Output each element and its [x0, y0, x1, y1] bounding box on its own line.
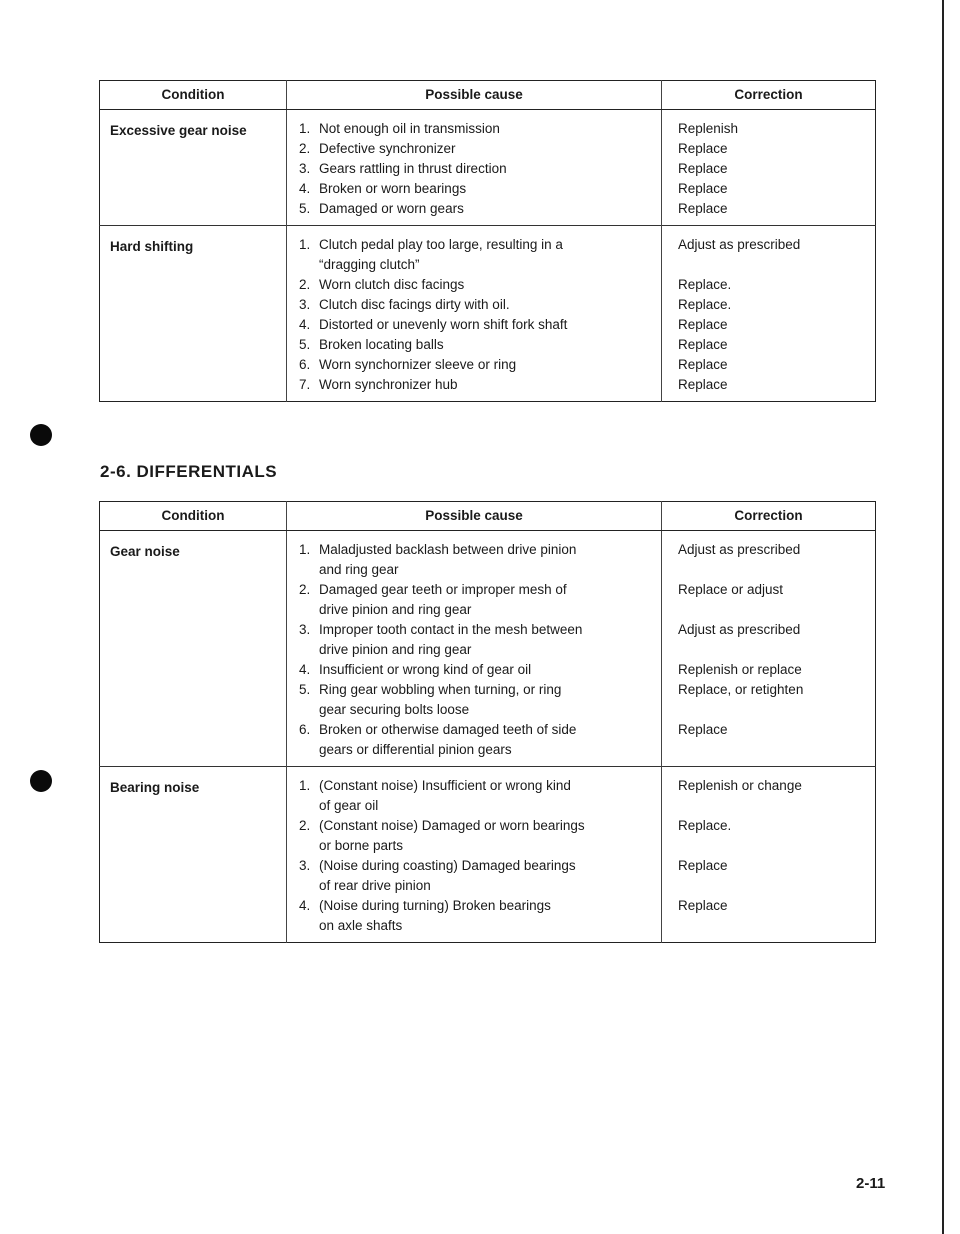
cause-text-line: or borne parts	[319, 838, 404, 853]
cause-text-line: gears or differential pinion gears	[319, 742, 512, 757]
correction-text-line: Replace	[678, 201, 728, 216]
condition-label: Bearing noise	[110, 780, 200, 795]
cause-text-line: Insufficient or wrong kind of gear oil	[319, 662, 532, 677]
cause-text-line: (Constant noise) Insufficient or wrong kind	[319, 778, 571, 793]
correction-item	[678, 179, 867, 199]
correction-text-line: Replace	[678, 161, 728, 176]
cause-text-line: on axle shafts	[319, 918, 403, 933]
cause-text-line: Improper tooth contact in the mesh between	[319, 622, 583, 637]
cause-item	[299, 620, 653, 660]
header-condition: Condition	[100, 81, 287, 110]
punch-hole-icon	[30, 424, 52, 446]
cause-item	[299, 680, 653, 720]
section-heading: 2-6. DIFFERENTIALS	[100, 462, 278, 481]
cause-item	[299, 179, 653, 199]
cause-item	[299, 816, 653, 856]
correction-text-line: Replace	[678, 337, 728, 352]
cause-number: 4.	[299, 317, 311, 332]
cause-number: 2.	[299, 277, 311, 292]
cause-text-line: Worn clutch disc facings	[319, 277, 465, 292]
cause-number: 2.	[299, 818, 311, 833]
header-possible-cause: Possible cause	[287, 81, 662, 110]
correction-text-line: Replace.	[678, 277, 732, 292]
cause-item	[299, 720, 653, 760]
correction-item	[678, 335, 867, 355]
cause-item	[299, 580, 653, 620]
condition-label: Gear noise	[110, 544, 180, 559]
cause-text-line: gear securing bolts loose	[319, 702, 470, 717]
cause-number: 1.	[299, 237, 311, 252]
cause-item	[299, 540, 653, 580]
cause-number: 7.	[299, 377, 311, 392]
cause-text-line: Damaged gear teeth or improper mesh of	[319, 582, 567, 597]
page-number: 2-11	[856, 1175, 886, 1192]
correction-text-line	[678, 700, 867, 720]
cause-text-line: Gears rattling in thrust direction	[319, 161, 507, 176]
correction-item	[678, 776, 867, 816]
correction-text-line: Replenish or change	[678, 778, 802, 793]
cause-item	[299, 896, 653, 936]
cause-text-line: (Noise during coasting) Damaged bearings	[319, 858, 576, 873]
correction-text-line	[678, 740, 867, 760]
correction-text-line: Replenish or replace	[678, 662, 802, 677]
correction-text-line: Replace	[678, 898, 728, 913]
correction-text-line	[678, 255, 867, 275]
cause-item	[299, 856, 653, 896]
correction-text-line: Replace	[678, 858, 728, 873]
cause-item	[299, 335, 653, 355]
correction-text-line: Replace	[678, 317, 728, 332]
correction-item	[678, 720, 867, 760]
cause-item	[299, 355, 653, 375]
cause-text-line: (Noise during turning) Broken bearings	[319, 898, 551, 913]
correction-item	[678, 235, 867, 275]
correction-text-line	[678, 560, 867, 580]
correction-text-line: Replenish	[678, 121, 739, 136]
correction-item	[678, 159, 867, 179]
cause-number: 3.	[299, 297, 311, 312]
correction-text-line: Replace, or retighten	[678, 682, 804, 697]
header-correction: Correction	[662, 502, 876, 531]
table-row	[100, 226, 876, 402]
correction-text-line: Replace or adjust	[678, 582, 784, 597]
condition-label: Excessive gear noise	[110, 123, 247, 138]
correction-text-line: Replace.	[678, 297, 732, 312]
cause-item	[299, 139, 653, 159]
differential-troubleshooting-table	[99, 501, 876, 943]
correction-text-line: Adjust as prescribed	[678, 237, 801, 252]
table-row	[100, 767, 876, 943]
cause-item	[299, 776, 653, 816]
cause-number: 4.	[299, 181, 311, 196]
cause-item	[299, 119, 653, 139]
correction-item	[678, 580, 867, 620]
binding-edge-line	[942, 0, 944, 1234]
correction-text-line	[678, 876, 867, 896]
cause-item	[299, 159, 653, 179]
punch-hole-icon	[30, 770, 52, 792]
correction-item	[678, 816, 867, 856]
correction-item	[678, 295, 867, 315]
cause-text-line: and ring gear	[319, 562, 399, 577]
header-possible-cause: Possible cause	[287, 502, 662, 531]
cause-text-line: of rear drive pinion	[319, 878, 431, 893]
cause-number: 2.	[299, 582, 311, 597]
cause-number: 5.	[299, 201, 311, 216]
correction-text-line: Replace	[678, 722, 728, 737]
cause-text-line: drive pinion and ring gear	[319, 642, 472, 657]
cause-item	[299, 315, 653, 335]
cause-number: 3.	[299, 858, 311, 873]
correction-item	[678, 315, 867, 335]
cause-number: 2.	[299, 141, 311, 156]
condition-label: Hard shifting	[110, 239, 194, 254]
correction-text-line: Adjust as prescribed	[678, 622, 801, 637]
correction-item	[678, 375, 867, 395]
cause-text-line: Maladjusted backlash between drive pinion	[319, 542, 577, 557]
correction-item	[678, 680, 867, 720]
correction-text-line: Replace	[678, 181, 728, 196]
cause-text-line: Broken or otherwise damaged teeth of side	[319, 722, 577, 737]
cause-number: 4.	[299, 898, 311, 913]
cause-text-line: (Constant noise) Damaged or worn bearings	[319, 818, 585, 833]
cause-number: 5.	[299, 337, 311, 352]
cause-text-line: Defective synchronizer	[319, 141, 456, 156]
cause-text-line: Worn synchornizer sleeve or ring	[319, 357, 517, 372]
cause-text-line: Clutch disc facings dirty with oil.	[319, 297, 510, 312]
correction-text-line	[678, 640, 867, 660]
correction-item	[678, 856, 867, 896]
correction-item	[678, 660, 867, 680]
correction-text-line	[678, 836, 867, 856]
cause-item	[299, 660, 653, 680]
cause-text-line: Broken locating balls	[319, 337, 444, 352]
cause-text-line: Ring gear wobbling when turning, or ring	[319, 682, 562, 697]
cause-item	[299, 375, 653, 395]
correction-item	[678, 896, 867, 936]
cause-number: 1.	[299, 121, 311, 136]
cause-number: 5.	[299, 682, 311, 697]
table-row	[100, 531, 876, 767]
cause-text-line: Damaged or worn gears	[319, 201, 464, 216]
cause-text-line: Distorted or unevenly worn shift fork shaft	[319, 317, 568, 332]
correction-text-line: Replace	[678, 357, 728, 372]
correction-item	[678, 275, 867, 295]
cause-text-line: Broken or worn bearings	[319, 181, 467, 196]
cause-text-line: Clutch pedal play too large, resulting in a	[319, 237, 563, 252]
correction-item	[678, 199, 867, 219]
correction-text-line: Replace	[678, 377, 728, 392]
correction-text-line	[678, 796, 867, 816]
header-condition: Condition	[100, 502, 287, 531]
cause-number: 6.	[299, 722, 311, 737]
correction-text-line	[678, 600, 867, 620]
cause-text-line: of gear oil	[319, 798, 379, 813]
correction-item	[678, 540, 867, 580]
correction-item	[678, 620, 867, 660]
cause-number: 4.	[299, 662, 311, 677]
correction-text-line: Replace	[678, 141, 728, 156]
cause-item	[299, 235, 653, 275]
correction-item	[678, 119, 867, 139]
correction-text-line: Adjust as prescribed	[678, 542, 801, 557]
cause-item	[299, 199, 653, 219]
transmission-troubleshooting-table	[99, 80, 876, 402]
cause-number: 3.	[299, 161, 311, 176]
correction-text-line: Replace.	[678, 818, 732, 833]
correction-item	[678, 355, 867, 375]
cause-text-line: “dragging clutch”	[319, 257, 420, 272]
cause-item	[299, 295, 653, 315]
header-correction: Correction	[662, 81, 876, 110]
cause-number: 1.	[299, 542, 311, 557]
cause-number: 6.	[299, 357, 311, 372]
cause-text-line: Worn synchronizer hub	[319, 377, 458, 392]
table-row	[100, 110, 876, 226]
cause-number: 3.	[299, 622, 311, 637]
cause-text-line: Not enough oil in transmission	[319, 121, 500, 136]
cause-number: 1.	[299, 778, 311, 793]
cause-text-line: drive pinion and ring gear	[319, 602, 472, 617]
correction-text-line	[678, 916, 867, 936]
correction-item	[678, 139, 867, 159]
cause-item	[299, 275, 653, 295]
